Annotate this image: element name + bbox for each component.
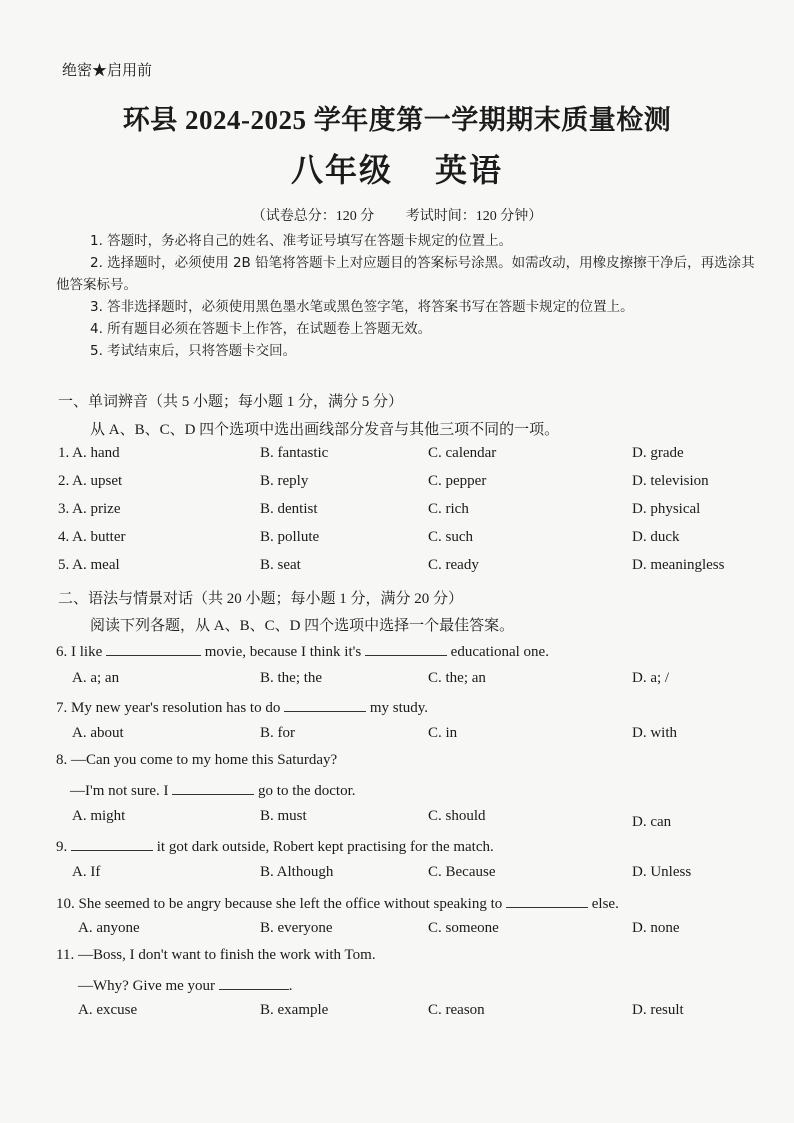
stem-text: my study. (369, 700, 429, 716)
option-b: B. fantastic (260, 445, 329, 461)
option-b: B. dentist (260, 501, 318, 517)
option-d: D. with (632, 725, 677, 741)
time-info: 考试时间：120 分钟） (405, 209, 543, 224)
answer-blank (365, 641, 447, 656)
options-row (0, 670, 794, 694)
stem-text: go to the doctor. (258, 783, 356, 799)
stem-text: else. (591, 896, 619, 912)
exam-title: 环县 2024-2025 学年度第一学期期末质量检测 (122, 105, 672, 135)
option-b: B. example (260, 1002, 329, 1018)
option-a: 1. A. hand (58, 445, 120, 461)
note-item: 4. 所有题目必须在答题卡上作答，在试题卷上答题无效。 (90, 321, 432, 337)
option-a: 3. A. prize (58, 501, 121, 517)
option-d: D. none (632, 920, 680, 936)
question-stem (56, 836, 494, 856)
section-1-directions: 从 A、B、C、D 四个选项中选出画线部分发音与其他三项不同的一项。 (90, 422, 560, 438)
option-c: C. calendar (428, 445, 497, 461)
question-row (0, 529, 794, 553)
options-row (0, 864, 794, 888)
option-d: D. duck (632, 529, 680, 545)
question-stem: 11. —Boss, I don't want to finish the work with Tom. (56, 947, 376, 963)
section-1-title: 一、单词辨音（共 5 小题；每小题 1 分，满分 5 分） (58, 394, 404, 410)
option-d: D. result (632, 1002, 684, 1018)
answer-blank (106, 641, 201, 656)
answer-blank (71, 836, 153, 851)
answer-blank (172, 780, 254, 795)
stem-text: —I'm not sure. I (70, 783, 169, 799)
option-b: B. seat (260, 557, 301, 573)
option-c: C. should (428, 808, 486, 824)
option-a: A. might (72, 808, 126, 824)
question-row (0, 557, 794, 581)
note-item: 3. 答非选择题时，必须使用黑色墨水笔或黑色签字笔，将答案书写在答题卡规定的位置上。 (90, 299, 634, 315)
confidential-label: 绝密★启用前 (62, 63, 153, 79)
option-a: A. If (72, 864, 101, 880)
question-stem (56, 641, 549, 661)
stem-text: educational one. (450, 644, 549, 660)
section-2-directions: 阅读下列各题，从 A、B、C、D 四个选项中选择一个最佳答案。 (90, 618, 515, 634)
option-c: C. reason (428, 1002, 485, 1018)
option-a: A. excuse (78, 1002, 138, 1018)
option-b: B. pollute (260, 529, 320, 545)
question-row (0, 445, 794, 469)
option-c: C. such (428, 529, 473, 545)
question-row (0, 501, 794, 525)
stem-text: 7. My new year's resolution has to do (56, 700, 281, 716)
option-d: D. a; / (632, 670, 670, 686)
exam-subtitle (0, 145, 794, 191)
stem-text: 6. I like (56, 644, 103, 660)
question-row (0, 473, 794, 497)
option-d: D. Unless (632, 864, 692, 880)
option-d: D. television (632, 473, 709, 489)
option-c: C. ready (428, 557, 479, 573)
option-a: 5. A. meal (58, 557, 120, 573)
option-c: C. someone (428, 920, 499, 936)
options-row (0, 725, 794, 749)
answer-blank (219, 975, 289, 990)
stem-text: it got dark outside, Robert kept practising for the match. (156, 839, 494, 855)
question-stem (70, 780, 356, 800)
stem-text: 9. (56, 839, 68, 855)
question-stem (56, 697, 428, 717)
option-d: D. meaningless (632, 557, 725, 573)
options-row (0, 920, 794, 944)
option-b: B. everyone (260, 920, 333, 936)
option-b: B. Although (260, 864, 334, 880)
exam-notes (56, 230, 756, 362)
option-a: A. about (72, 725, 124, 741)
option-b: B. must (260, 808, 307, 824)
stem-text: 10. She seemed to be angry because she left the office without speaking to (56, 896, 503, 912)
question-stem: 8. —Can you come to my home this Saturday? (56, 752, 338, 768)
stem-text: movie, because I think it's (204, 644, 362, 660)
subject-label: 英语 (435, 152, 504, 188)
option-a: A. a; an (72, 670, 120, 686)
grade-label: 八年级 (290, 152, 393, 188)
option-d: D. physical (632, 501, 701, 517)
options-row (0, 808, 794, 832)
note-item: 2. 选择题时，必须使用 2B 铅笔将答题卡上对应题目的答案标号涂黑。如需改动，用橡皮擦擦干净后，再选涂其他答案标号。 (56, 255, 755, 293)
option-c: C. Because (428, 864, 496, 880)
stem-text: . (288, 978, 293, 994)
option-b: B. the; the (260, 670, 323, 686)
option-a: 2. A. upset (58, 473, 123, 489)
option-c: C. the; an (428, 670, 486, 686)
options-row (0, 1002, 794, 1026)
note-item: 1. 答题时，务必将自己的姓名、准考证号填写在答题卡规定的位置上。 (90, 233, 513, 249)
exam-info (0, 205, 794, 225)
option-a: 4. A. butter (58, 529, 126, 545)
option-d: D. grade (632, 445, 684, 461)
score-info: （试卷总分：120 分 (251, 209, 375, 224)
option-c: C. in (428, 725, 458, 741)
option-a: A. anyone (78, 920, 140, 936)
option-b: B. reply (260, 473, 309, 489)
answer-blank (284, 697, 366, 712)
question-stem (78, 975, 293, 995)
option-c: C. rich (428, 501, 469, 517)
stem-text: —Why? Give me your (78, 978, 216, 994)
option-d: D. can (632, 814, 672, 830)
section-2-title: 二、语法与情景对话（共 20 小题；每小题 1 分，满分 20 分） (58, 591, 464, 607)
option-c: C. pepper (428, 473, 487, 489)
answer-blank (506, 893, 588, 908)
note-item: 5. 考试结束后，只将答题卡交回。 (90, 343, 297, 359)
option-b: B. for (260, 725, 295, 741)
question-stem (56, 893, 619, 913)
